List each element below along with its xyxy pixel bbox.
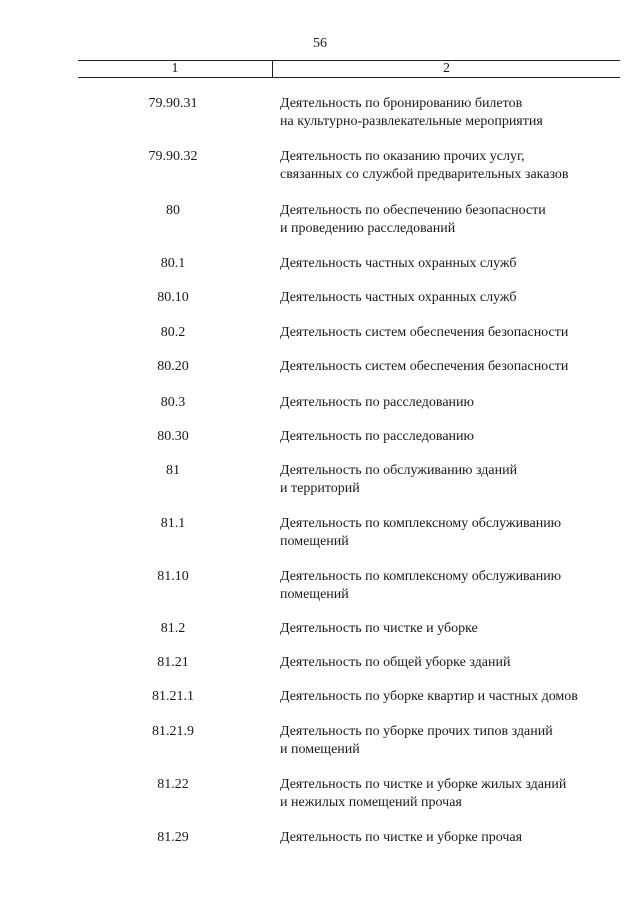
row-code: 81.21.1 [152, 689, 194, 704]
row-code: 79.90.32 [148, 149, 198, 164]
row-code: 81.21 [157, 655, 189, 670]
row-code: 81.22 [157, 777, 189, 792]
row-code: 81 [166, 463, 180, 478]
row-code: 80 [166, 203, 180, 218]
row-code: 81.2 [160, 621, 186, 636]
row-code: 81.1 [160, 516, 186, 531]
row-code: 81.29 [157, 830, 189, 845]
row-description: Деятельность по комплексному обслуживанию помещений [280, 569, 562, 602]
row-description: Деятельность по уборке квартир и частных домов [280, 689, 578, 704]
row-description: Деятельность по комплексному обслуживанию помещений [280, 516, 562, 549]
header-top-rule [78, 60, 620, 61]
row-code: 79.90.31 [148, 96, 198, 111]
row-description: Деятельность по чистке и уборке [280, 621, 478, 636]
row-description: Деятельность по обеспечению безопасности и проведению расследований [280, 203, 546, 236]
row-description: Деятельность по обслуживанию зданий и территорий [280, 463, 518, 496]
table-header [78, 60, 620, 78]
header-bottom-rule [78, 77, 620, 78]
row-description: Деятельность систем обеспечения безопасности [280, 325, 569, 340]
header-column-1: 1 [171, 61, 179, 76]
row-code: 81.21.9 [152, 724, 194, 739]
row-code: 80.2 [160, 325, 186, 340]
row-code: 80.1 [160, 256, 186, 271]
row-code: 80.3 [160, 395, 186, 410]
row-description: Деятельность по бронированию билетов на культурно-развлекательные мероприятия [280, 96, 543, 129]
page-number: 56 [313, 36, 327, 51]
header-column-2: 2 [443, 61, 450, 76]
row-code: 80.20 [157, 359, 189, 374]
row-description: Деятельность по расследованию [280, 395, 474, 410]
row-code: 80.30 [157, 429, 189, 444]
row-description: Деятельность по расследованию [280, 429, 474, 444]
row-description: Деятельность по общей уборке зданий [280, 655, 511, 670]
row-description: Деятельность частных охранных служб [280, 256, 517, 271]
row-description: Деятельность систем обеспечения безопасности [280, 359, 569, 374]
row-code: 80.10 [157, 290, 189, 305]
row-description: Деятельность по чистке и уборке прочая [280, 830, 523, 845]
row-description: Деятельность частных охранных служб [280, 290, 517, 305]
row-description: Деятельность по чистке и уборке жилых зданий и нежилых помещений прочая [280, 777, 567, 810]
row-code: 81.10 [157, 569, 189, 584]
row-description: Деятельность по оказанию прочих услуг, связанных со службой предварительных заказов [280, 149, 569, 182]
row-description: Деятельность по уборке прочих типов зданий и помещений [280, 724, 553, 757]
